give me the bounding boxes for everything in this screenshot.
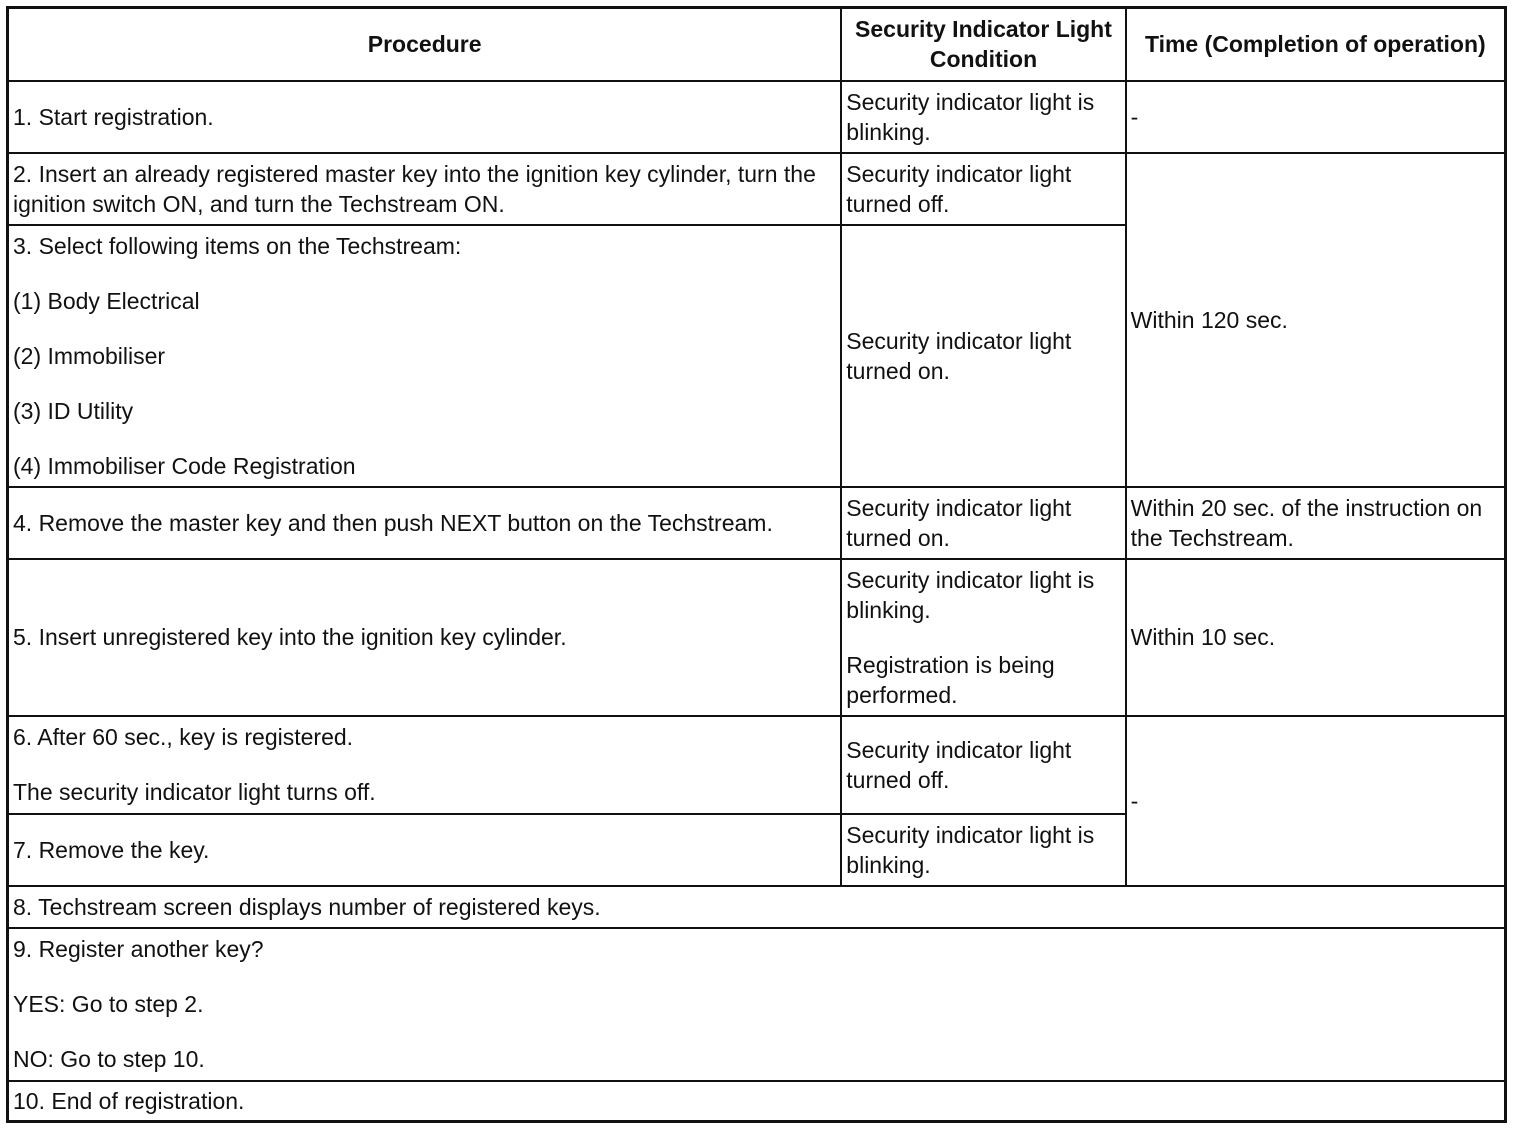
light-line: Registration is being performed. xyxy=(846,651,1055,708)
time-cell: Within 20 sec. of the instruction on the Techstream. xyxy=(1126,487,1506,559)
table-row-9 xyxy=(8,928,1506,1081)
procedure-cell: 2. Insert an already registered master key into the ignition key cylinder, turn the ignition switch ON, and turn the Techstream ON. xyxy=(8,153,842,225)
time-cell: Within 120 sec. xyxy=(1126,153,1506,487)
header-row xyxy=(8,8,1506,81)
procedure-line: 6. After 60 sec., key is registered. xyxy=(13,724,354,750)
procedure-cell: 4. Remove the master key and then push NEXT button on the Techstream. xyxy=(8,487,842,559)
procedure-line: (2) Immobiliser xyxy=(13,342,166,369)
table-row-2 xyxy=(8,153,1506,225)
time-cell: - xyxy=(1126,716,1506,886)
time-cell: - xyxy=(1126,81,1506,153)
header-procedure: Procedure xyxy=(8,8,842,81)
procedure-line: (4) Immobiliser Code Registration xyxy=(13,452,356,479)
light-line: Security indicator light is blinking. xyxy=(846,566,1095,623)
table-row-5 xyxy=(8,559,1506,716)
procedure-line: (3) ID Utility xyxy=(13,397,134,424)
procedure-table-wrapper xyxy=(6,6,1507,1123)
procedure-cell: 5. Insert unregistered key into the ignition key cylinder. xyxy=(8,559,842,716)
light-cell: Security indicator light turned off. xyxy=(841,153,1125,225)
procedure-line: The security indicator light turns off. xyxy=(13,779,376,805)
procedure-cell xyxy=(8,928,1506,1081)
procedure-line: (1) Body Electrical xyxy=(13,287,200,314)
light-cell: Security indicator light is blinking. xyxy=(841,81,1125,153)
procedure-cell: 1. Start registration. xyxy=(8,81,842,153)
procedure-cell: 10. End of registration. xyxy=(8,1081,1506,1122)
procedure-line: 9. Register another key? xyxy=(13,936,264,962)
procedure-cell xyxy=(8,225,842,487)
light-cell: Security indicator light turned on. xyxy=(841,225,1125,487)
light-cell: Security indicator light turned off. xyxy=(841,716,1125,814)
procedure-line: 3. Select following items on the Techstream: xyxy=(13,232,462,259)
header-time: Time (Completion of operation) xyxy=(1126,8,1506,81)
registration-procedure-table xyxy=(6,6,1507,1123)
table-row-8 xyxy=(8,886,1506,928)
table-row-1 xyxy=(8,81,1506,153)
light-cell: Security indicator light turned on. xyxy=(841,487,1125,559)
procedure-cell: 7. Remove the key. xyxy=(8,814,842,886)
light-cell xyxy=(841,559,1125,716)
procedure-cell xyxy=(8,716,842,814)
procedure-line: NO: Go to step 10. xyxy=(13,1046,205,1072)
table-row-10 xyxy=(8,1081,1506,1122)
procedure-line: YES: Go to step 2. xyxy=(13,991,204,1017)
light-cell: Security indicator light is blinking. xyxy=(841,814,1125,886)
table-row-4 xyxy=(8,487,1506,559)
table-row-6 xyxy=(8,716,1506,814)
time-cell: Within 10 sec. xyxy=(1126,559,1506,716)
procedure-cell: 8. Techstream screen displays number of registered keys. xyxy=(8,886,1506,928)
header-light-condition: Security Indicator Light Condition xyxy=(841,8,1125,81)
